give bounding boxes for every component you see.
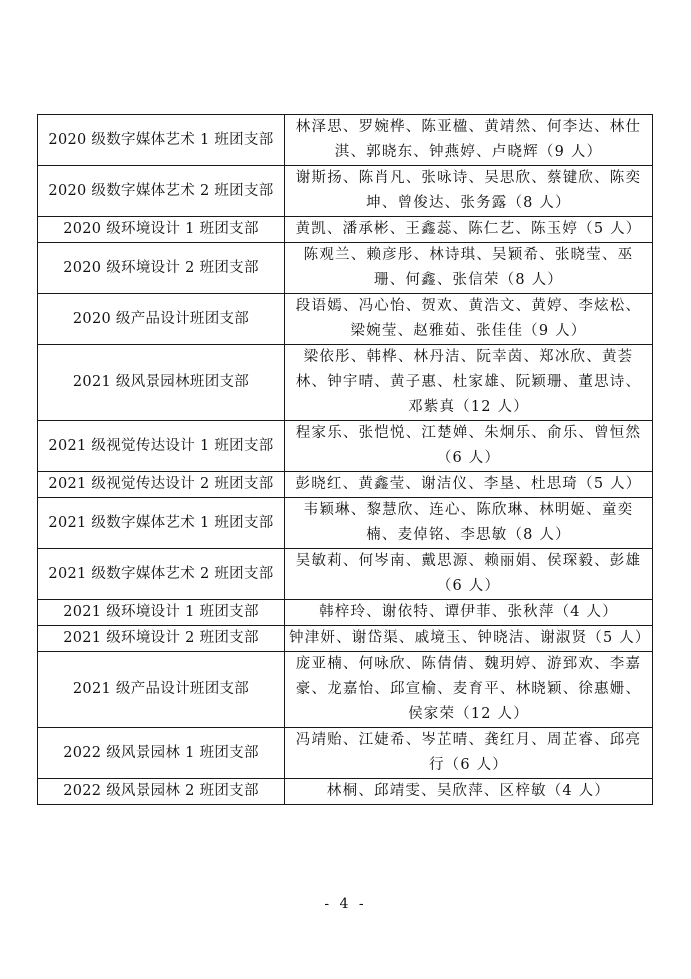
members-cell: 黄凯、潘承彬、王鑫蕊、陈仁艺、陈玉婷（5 人） [285, 217, 653, 243]
members-cell: 韦颖琳、黎慧欣、连心、陈欣琳、林明姬、童奕楠、麦倬铭、李思敏（8 人） [285, 498, 653, 549]
table-row [38, 294, 653, 345]
branch-name-cell: 2021 级风景园林班团支部 [38, 345, 285, 421]
branch-name-cell: 2020 级数字媒体艺术 2 班团支部 [38, 166, 285, 217]
branch-name-cell: 2022 级风景园林 2 班团支部 [38, 779, 285, 805]
branch-name-cell: 2021 级视觉传达设计 2 班团支部 [38, 472, 285, 498]
members-cell: 段语嫣、冯心怡、贺欢、黄浩文、黄婷、李炫松、梁婉莹、赵雅茹、张佳佳（9 人） [285, 294, 653, 345]
table-row [38, 243, 653, 294]
branch-name-cell: 2020 级环境设计 2 班团支部 [38, 243, 285, 294]
branch-name-cell: 2021 级视觉传达设计 1 班团支部 [38, 421, 285, 472]
members-cell: 梁依彤、韩桦、林丹洁、阮幸茵、郑冰欣、黄荟林、钟宇晴、黄子惠、杜家雄、阮颖珊、董思诗、邓紫真（12 人） [285, 345, 653, 421]
table-row [38, 626, 653, 652]
roster-table-body [38, 115, 653, 805]
table-row [38, 779, 653, 805]
table-row [38, 549, 653, 600]
table-row [38, 498, 653, 549]
page-number: - 4 - [324, 896, 367, 912]
members-cell: 谢斯扬、陈肖凡、张咏诗、吴思欣、蔡键欣、陈奕坤、曾俊达、张务露（8 人） [285, 166, 653, 217]
branch-name-cell: 2020 级产品设计班团支部 [38, 294, 285, 345]
members-cell: 钟津妍、谢岱渠、戚境玉、钟晓洁、谢淑贤（5 人） [285, 626, 653, 652]
members-cell: 林泽思、罗婉桦、陈亚楹、黄靖然、何李达、林仕淇、郭晓东、钟燕婷、卢晓辉（9 人） [285, 115, 653, 166]
table-row [38, 472, 653, 498]
branch-name-cell: 2021 级数字媒体艺术 1 班团支部 [38, 498, 285, 549]
table-row [38, 728, 653, 779]
branch-name-cell: 2021 级环境设计 2 班团支部 [38, 626, 285, 652]
members-cell: 冯靖贻、江婕希、岑芷晴、龚红月、周芷睿、邱亮行（6 人） [285, 728, 653, 779]
branch-name-cell: 2021 级环境设计 1 班团支部 [38, 600, 285, 626]
table-row [38, 600, 653, 626]
table-row [38, 115, 653, 166]
table-row [38, 652, 653, 728]
branch-name-cell: 2022 级风景园林 1 班团支部 [38, 728, 285, 779]
members-cell: 庞亚楠、何咏欣、陈倩倩、魏玥婷、游郅欢、李嘉豪、龙嘉怡、邱宣榆、麦育平、林晓颖、徐惠姗、侯家荣（12 人） [285, 652, 653, 728]
branch-name-cell: 2021 级产品设计班团支部 [38, 652, 285, 728]
branch-name-cell: 2020 级环境设计 1 班团支部 [38, 217, 285, 243]
table-row [38, 345, 653, 421]
members-cell: 程家乐、张恺悦、江楚婵、朱炯乐、俞乐、曾恒然（6 人） [285, 421, 653, 472]
table-row [38, 217, 653, 243]
branch-name-cell: 2020 级数字媒体艺术 1 班团支部 [38, 115, 285, 166]
table-row [38, 166, 653, 217]
table-row [38, 421, 653, 472]
members-cell: 林桐、邱靖雯、吴欣萍、区梓敏（4 人） [285, 779, 653, 805]
members-cell: 陈观兰、赖彦彤、林诗琪、吴颖希、张晓莹、巫珊、何鑫、张信荣（8 人） [285, 243, 653, 294]
members-cell: 彭晓红、黄鑫莹、谢洁仪、李垦、杜思琦（5 人） [285, 472, 653, 498]
members-cell: 韩梓玲、谢依特、谭伊菲、张秋萍（4 人） [285, 600, 653, 626]
branch-roster-table [37, 114, 653, 805]
branch-name-cell: 2021 级数字媒体艺术 2 班团支部 [38, 549, 285, 600]
members-cell: 吴敏莉、何岑南、戴思源、赖丽娟、侯琛毅、彭雄（6 人） [285, 549, 653, 600]
